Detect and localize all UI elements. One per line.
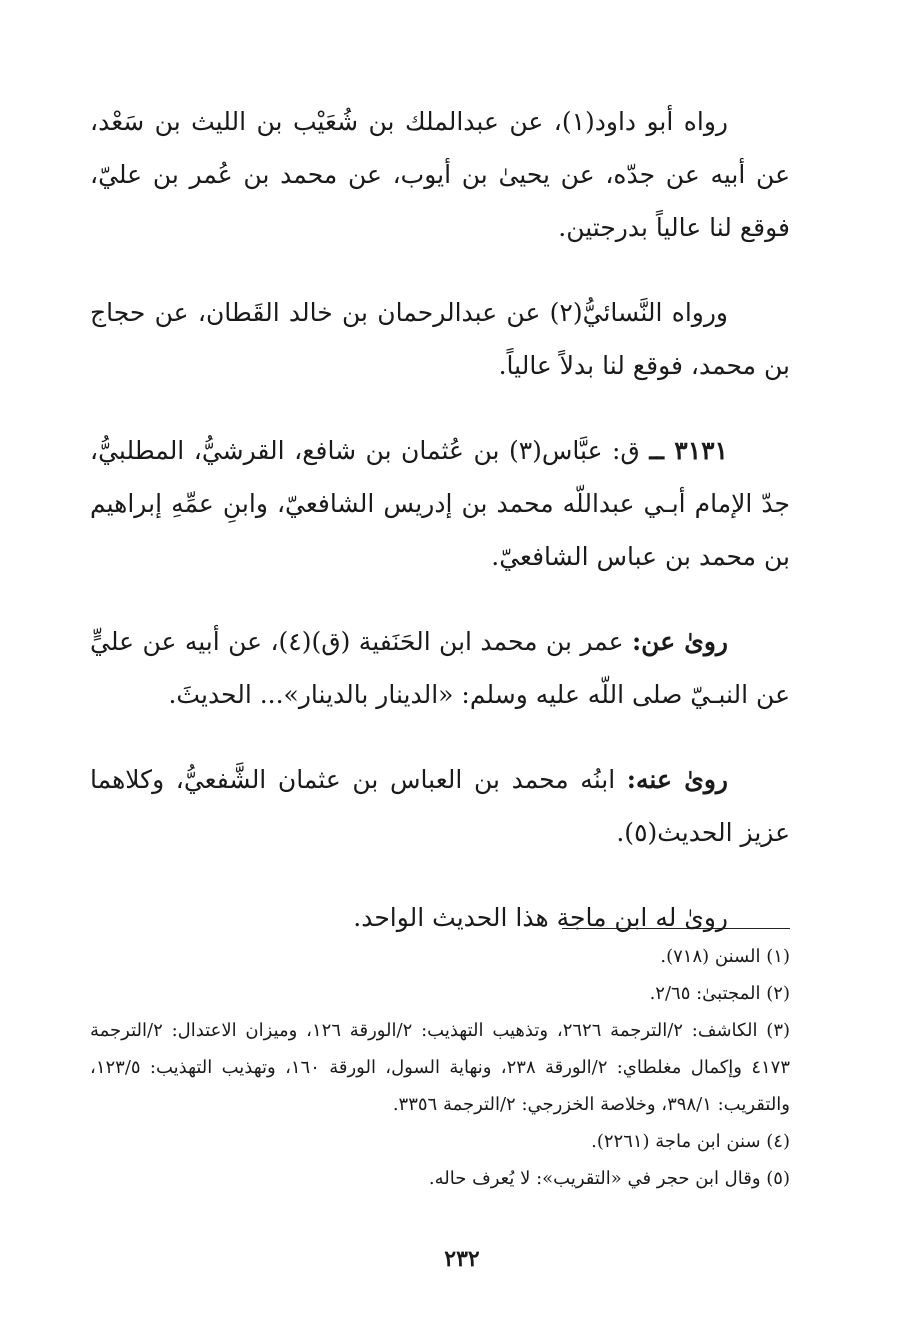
narrated-from-paragraph xyxy=(90,615,790,721)
footnote-5: (٥) وقال ابن حجر في «التقريب»: لا يُعرف حاله. xyxy=(428,1168,790,1189)
entry-number: ٣١٣١ ــ xyxy=(649,436,728,465)
narrated-from-text: عمر بن محمد ابن الحَنَفية (ق)(٤)، عن أبيه عن عليٍّ عن النبـيّ صلى اللّه عليه وسلم: «الدينار بالدينار»... الحديثَ. xyxy=(90,627,790,709)
entry-3131 xyxy=(90,424,790,583)
page-number: ٢٣٢ xyxy=(444,1246,480,1272)
footnote-3: (٣) الكاشف: ٢/الترجمة ٢٦٢٦، وتذهيب التهذيب: ٢/الورقة ١٢٦، وميزان الاعتدال: ٢/الترجمة ٤١٧٣ وإكمال مغلطاي: ٢/الورقة ٢٣٨، ونهاية السول، الورقة ١٦٠، وتهذيب التهذيب: ١٢٣/٥، والتقريب: ٣٩٨/١، وخلاصة الخزرجي: ٢/الترجمة ٣٣٥٦. xyxy=(90,1020,791,1115)
main-text xyxy=(90,95,790,976)
paragraph-1: رواه أبو داود(١)، عن عبدالملك بن شُعَيْب بن الليث بن سَعْد، عن أبيه عن جدّه، عن يحيىٰ بن أيوب، عن محمد بن عُمر بن عليّ، فوقع لنا عالياً بدرجتين. xyxy=(90,107,790,242)
footnote-1: (١) السنن (٧١٨). xyxy=(660,946,790,967)
paragraph-2: ورواه النَّسائيُّ(٢) عن عبدالرحمان بن خالد القَطان، عن حجاج بن محمد، فوقع لنا بدلاً عالياً. xyxy=(90,298,790,380)
narrated-by-text: ابنُه محمد بن العباس بن عثمان الشَّفعيُّ، وكلاهما عزيز الحديث(٥). xyxy=(90,765,790,847)
paragraph-ibn-majah: روىٰ له ابن ماجة هذا الحديث الواحد. xyxy=(353,903,728,932)
footnote-divider xyxy=(562,928,790,929)
entry-text: ق: عبَّاس(٣) بن عُثمان بن شافع، القرشيُّ، المطلبيُّ، جدّ الإمام أبـي عبداللّه محمد بن إدريس الشافعيّ، وابنِ عمِّهِ إبراهيم بن محمد بن عباس الشافعيّ. xyxy=(90,436,790,571)
narrated-from-label: روىٰ عن: xyxy=(631,627,729,656)
narrated-by-paragraph xyxy=(90,753,790,859)
footnote-4: (٤) سنن ابن ماجة (٢٢٦١). xyxy=(591,1131,790,1152)
footnotes xyxy=(90,938,790,1197)
narrated-by-label: روىٰ عنه: xyxy=(626,765,728,794)
footnote-2: (٢) المجتبىٰ: ٢/٦٥. xyxy=(649,983,790,1004)
